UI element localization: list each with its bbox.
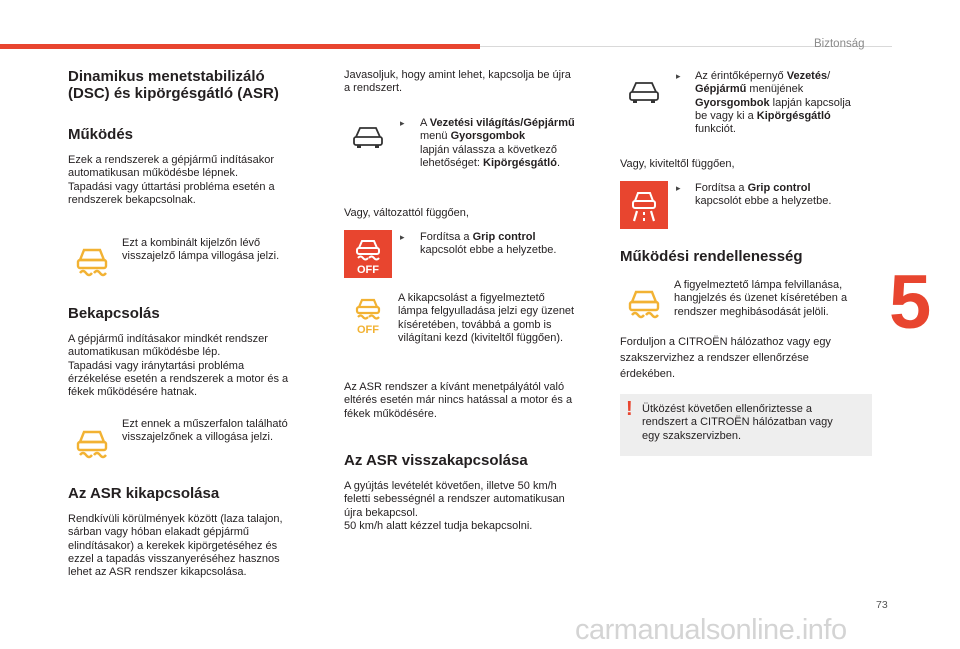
para-grip1: Fordítsa a Grip control kapcsolót ebbe a helyzetbe. xyxy=(420,231,557,257)
svg-text:OFF: OFF xyxy=(357,324,379,336)
para-asr-kikapcsolasa: Rendkívüli körülmények között (laza talajon, sárban vagy hóban elakadt gépjármű elindításakor) a kerekek kipörgetéséhez és ezzel a tapadás visszanyeréséhez hasznos lehet az ASR rendszer kikapcsolása. xyxy=(68,513,283,579)
para-warning: Ütközést követően ellenőriztesse a rendszert a CITROËN hálózatban vagy egy szakszervizben. xyxy=(642,403,833,442)
para-forduljon: Forduljon a CITROËN hálózathoz vagy egy szakszervizhez a rendszer ellenőrzése érdekében. xyxy=(620,336,831,380)
heading-bekapcsolas: Bekapcsolás xyxy=(68,305,160,322)
bullet-arrow-icon: ▸ xyxy=(676,71,681,81)
para-lamp1: Ezt a kombinált kijelzőn lévő visszajelző lámpa villogása jelzi. xyxy=(122,237,280,263)
para-mukodes: Ezek a rendszerek a gépjármű indításakor automatikusan működésbe lépnek. Tapadási vagy úttartási probléma esetén a rendszerek bekapcsolnak. xyxy=(68,154,275,206)
watermark: carmanualsonline.info xyxy=(575,614,847,646)
car-touchscreen-icon xyxy=(622,70,666,114)
chapter-number: 5 xyxy=(889,260,932,345)
para-rendellenesseg: A figyelmeztető lámpa felvillanása, hangjelzés és üzenet kíséretében a rendszer meghibásodását jelöli. xyxy=(674,279,848,318)
bullet-arrow-icon: ▸ xyxy=(676,183,681,193)
para-bekapcsolas: A gépjármű indításakor mindkét rendszer automatikusan működésbe lép. Tapadási vagy iránytartási probléma érzékelése esetén a rendszerek a motor és a fékek működésére hatnak. xyxy=(68,333,289,399)
dsc-warning-lamp-icon xyxy=(70,238,114,282)
asr-off-lamp-icon xyxy=(346,292,390,336)
exclamation-icon: ! xyxy=(626,398,633,420)
dsc-fault-lamp-icon xyxy=(622,280,666,324)
bullet-arrow-icon: ▸ xyxy=(400,118,405,128)
main-title: Dinamikus menetstabilizáló (DSC) és kipörgésgátló (ASR) xyxy=(68,68,279,102)
para-javasoljuk: Javasoljuk, hogy amint lehet, kapcsolja be újra a rendszert. xyxy=(344,69,571,95)
para-kikapcsolas-info: A kikapcsolást a figyelmeztető lámpa felgyulladása jelzi egy üzenet kíséretében, továbbá a gomb is világítani kezd (kiviteltől függően). xyxy=(398,292,575,344)
para-menu2: Az érintőképernyő Vezetés/ Gépjármű menüjének Gyorsgombok lapján kapcsolja be vagy ki a Kipörgésgátló funkciót. xyxy=(695,70,851,136)
dsc-dashboard-lamp-icon xyxy=(70,420,114,464)
para-visszakapcsolas: A gyújtás levételét követően, illetve 50 km/h feletti sebességnél a rendszer automatikusan újra bekapcsol. 50 km/h alatt kézzel tudja bekapcsolni. xyxy=(344,480,565,532)
para-asr-rendszer: Az ASR rendszer a kívánt menetpályától való eltérés esetén már nincs hatással a motor és a fékek működésére. xyxy=(344,381,573,420)
heading-mukodes: Működés xyxy=(68,126,134,143)
para-lamp2: Ezt ennek a műszerfalon található visszajelzőnek a villogása jelzi. xyxy=(122,418,288,444)
heading-asr-kikapcsolasa: Az ASR kikapcsolása xyxy=(68,485,220,502)
heading-mukodesi-rendellenesseg: Működési rendellenesség xyxy=(620,248,803,265)
para-valtozat: Vagy, változattól függően, xyxy=(344,207,469,219)
heading-asr-visszakapcsolasa: Az ASR visszakapcsolása xyxy=(344,452,528,469)
para-grip2: Fordítsa a Grip control kapcsolót ebbe a helyzetbe. xyxy=(695,182,832,208)
para-kiviteltol: Vagy, kiviteltől függően, xyxy=(620,158,735,170)
header-accent-bar xyxy=(0,44,480,49)
svg-text:OFF: OFF xyxy=(357,264,379,276)
bullet-arrow-icon: ▸ xyxy=(400,232,405,242)
page-number: 73 xyxy=(876,599,888,611)
grip-control-off-button-icon xyxy=(344,230,392,278)
section-title: Biztonság xyxy=(814,38,865,50)
para-menu1: A Vezetési világítás/Gépjármű menü Gyorsgombok lapján válassza a következő lehetőséget: Kipörgésgátló. xyxy=(420,117,575,169)
car-menu-icon xyxy=(346,115,390,159)
grip-control-mode-icon xyxy=(620,181,668,229)
